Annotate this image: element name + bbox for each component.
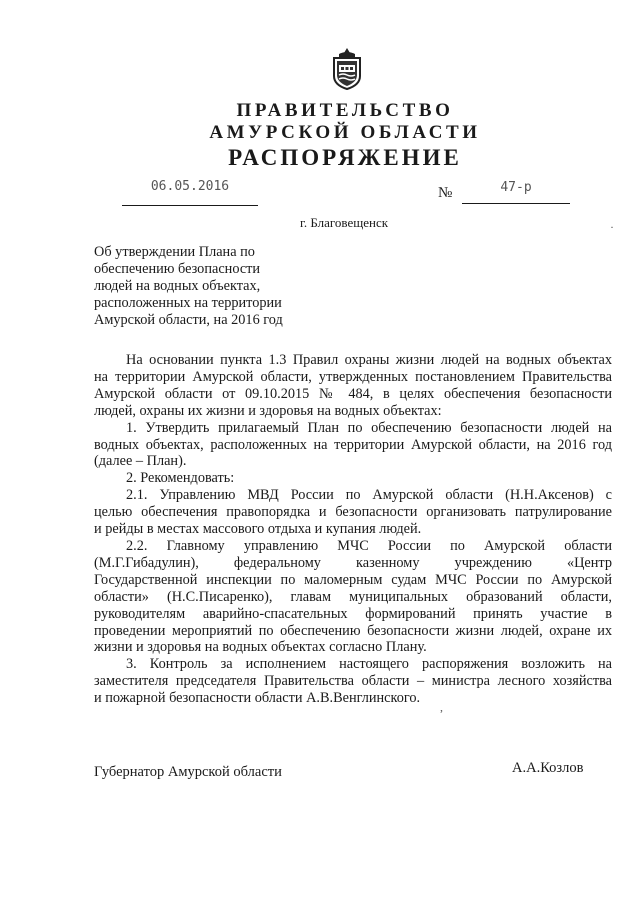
subject-line: людей на водных объектах,: [94, 278, 261, 294]
signatory-name: А.А.Козлов: [512, 760, 584, 776]
org-name-line2: АМУРСКОЙ ОБЛАСТИ: [209, 122, 481, 143]
subject-line: Амурской области, на 2016 год: [94, 312, 283, 328]
document-body: [94, 352, 612, 707]
body-line: и пожарной безопасности области А.В.Венглинского.: [94, 690, 421, 707]
body-line: людей, охраны их жизни и здоровья на водных объектах:: [94, 402, 442, 419]
body-line: 2.1. Управлению МВД России по Амурской области (Н.Н.Аксенов) с: [126, 487, 612, 504]
body-line: 1. Утвердить прилагаемый План по обеспечению безопасности людей на: [126, 419, 612, 436]
body-line: 3. Контроль за исполнением настоящего распоряжения возложить на: [126, 656, 612, 673]
subject-line: обеспечению безопасности: [94, 261, 261, 277]
subject-line: Об утверждении Плана по: [94, 244, 255, 260]
document-city: г. Благовещенск: [300, 215, 389, 230]
body-line: руководителям аварийно-спасательных формирований принять участие в: [94, 605, 612, 622]
document-number: 47-р: [462, 180, 570, 204]
scan-mark: ·: [610, 220, 614, 234]
body-line: (М.Г.Гибадулин), федеральному казенному учреждению «Центр: [94, 554, 612, 571]
body-line: на территории Амурской области, утвержденных постановлением Правительства: [94, 368, 612, 385]
body-line: Амурской области от 09.10.2015 № 484, в целях обеспечения безопасности: [94, 385, 612, 402]
document-subject: [94, 244, 324, 329]
document-type: РАСПОРЯЖЕНИЕ: [228, 145, 462, 170]
body-line: заместителя председателя Правительства области – министра лесного хозяйства: [94, 673, 612, 690]
scan-mark: ,: [440, 700, 443, 714]
body-line: жизни и здоровья на водных объектах согласно Плану.: [94, 639, 427, 656]
signatory-title: Губернатор Амурской области: [94, 764, 282, 780]
subject-line: расположенных на территории: [94, 295, 282, 311]
number-sign: №: [438, 185, 453, 201]
org-name-line1: ПРАВИТЕЛЬСТВО: [236, 100, 454, 121]
coat-of-arms-icon: [330, 46, 364, 90]
body-line: проведении мероприятий по обеспечению безопасности жизни людей, охране их: [94, 622, 612, 639]
body-line: (далее – План).: [94, 453, 187, 470]
body-line: На основании пункта 1.3 Правил охраны жизни людей на водных объектах: [126, 352, 612, 368]
body-line: водных объектах, расположенных на территории Амурской области, на 2016 год: [94, 436, 612, 453]
document-date: 06.05.2016: [122, 179, 258, 206]
body-line: 2.2. Главному управлению МЧС России по Амурской области: [126, 537, 612, 554]
body-line: Государственной инспекции по маломерным судам МЧС России по Амурской: [94, 571, 612, 588]
body-line: области» (Н.С.Писаренко), главам муниципальных образований области,: [94, 588, 612, 605]
body-line: и рейды в местах массового отдыха и купания людей.: [94, 521, 422, 538]
body-line: целью обеспечения правопорядка и безопасности организовать патрулирование: [94, 504, 612, 521]
body-line: 2. Рекомендовать:: [126, 470, 235, 487]
